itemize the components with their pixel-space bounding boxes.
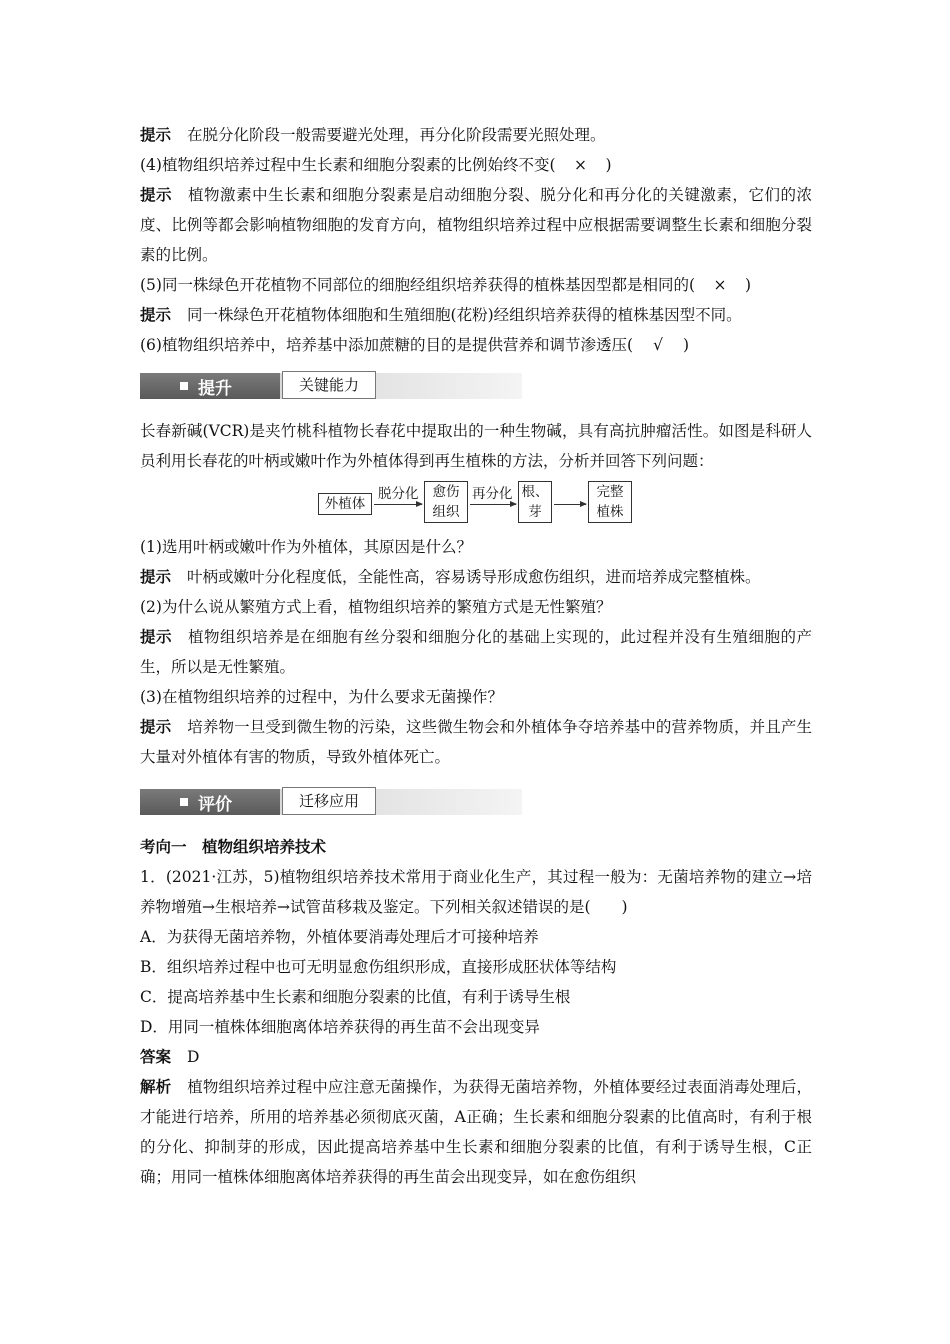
hint-label: 提示 bbox=[140, 126, 172, 144]
flow-node-root-bud bbox=[518, 481, 552, 523]
hint-text: 在脱分化阶段一般需要避光处理，再分化阶段需要光照处理。 bbox=[187, 126, 606, 144]
answer-label: 答案 bbox=[140, 1048, 172, 1066]
question-4-mark: × bbox=[574, 156, 588, 174]
hint-q4 bbox=[140, 180, 812, 270]
analysis-text: 植物组织培养过程中应注意无菌操作，为获得无菌培养物，外植体要经过表面消毒处理后，才能进行培养，所用的培养基必须彻底灭菌，A正确；生长素和细胞分裂素的比值高时，有利于根的分化、抑制芽的形成，因此提高培养基中生长素和细胞分裂素的比值，有利于诱导生根，C正确；用同一植株体细胞离体培养获得的再生苗会出现变异，如在愈伤组织 bbox=[140, 1078, 812, 1186]
question-5-mark: × bbox=[713, 276, 727, 294]
square-bullet-icon bbox=[180, 382, 188, 390]
hint-b3 bbox=[140, 712, 812, 772]
section-banner-evaluate bbox=[140, 784, 522, 820]
topic-heading: 考向一 植物组织培养技术 bbox=[140, 838, 327, 856]
flow-diagram bbox=[140, 478, 812, 528]
close-paren: ) bbox=[745, 276, 752, 294]
hint-p1 bbox=[140, 120, 812, 150]
banner-tag-bg bbox=[140, 789, 280, 815]
flow-arrow-1 bbox=[374, 504, 422, 505]
flow-node-root-bud-line2: 芽 bbox=[528, 504, 542, 520]
question-6-mark: √ bbox=[653, 336, 663, 354]
analysis-paragraph bbox=[140, 1072, 812, 1192]
banner-title: 关键能力 bbox=[282, 371, 376, 399]
flow-arrow-3 bbox=[554, 504, 586, 505]
hint-b2 bbox=[140, 622, 812, 682]
banner-title: 迁移应用 bbox=[282, 787, 376, 815]
question-6-text: (6)植物组织培养中，培养基中添加蔗糖的目的是提供营养和调节渗透压( bbox=[140, 336, 634, 354]
option-d: D．用同一植株体细胞离体培养获得的再生苗不会出现变异 bbox=[140, 1018, 540, 1036]
close-paren: ) bbox=[683, 336, 690, 354]
analysis-label: 解析 bbox=[140, 1078, 172, 1096]
hint-label: 提示 bbox=[140, 186, 173, 204]
option-a: A．为获得无菌培养物，外植体要消毒处理后才可接种培养 bbox=[140, 928, 539, 946]
question-5-text: (5)同一株绿色开花植物不同部位的细胞经组织培养获得的植株基因型都是相同的( bbox=[140, 276, 696, 294]
flow-node-explant: 外植体 bbox=[318, 493, 372, 515]
option-c: C．提高培养基中生长素和细胞分裂素的比值，有利于诱导生根 bbox=[140, 988, 571, 1006]
question-b2: (2)为什么说从繁殖方式上看，植物组织培养的繁殖方式是无性繁殖？ bbox=[140, 598, 612, 616]
option-b: B．组织培养过程中也可无明显愈伤组织形成，直接形成胚状体等结构 bbox=[140, 958, 617, 976]
section-banner-improve bbox=[140, 368, 522, 404]
question-4-text: (4)植物组织培养过程中生长素和细胞分裂素的比例始终不变( bbox=[140, 156, 556, 174]
flow-arrow-2 bbox=[470, 504, 516, 505]
hint-q5 bbox=[140, 300, 812, 330]
flow-node-callus-line2: 组织 bbox=[432, 504, 460, 520]
answer-row bbox=[140, 1042, 812, 1072]
flow-node-whole-plant-line1: 完整 bbox=[596, 484, 624, 500]
question-b3: (3)在植物组织培养的过程中，为什么要求无菌操作？ bbox=[140, 688, 503, 706]
flow-label-redifferentiation: 再分化 bbox=[472, 486, 513, 502]
hint-label: 提示 bbox=[140, 306, 172, 324]
question-stem: 1．(2021·江苏，5)植物组织培养技术常用于商业化生产，其过程一般为：无菌培养物的建立→培养物增殖→生根培养→试管苗移栽及鉴定。下列相关叙述错误的是( ) bbox=[140, 868, 812, 916]
hint-text: 同一株绿色开花植物体细胞和生殖细胞(花粉)经组织培养获得的植株基因型不同。 bbox=[187, 306, 742, 324]
hint-label: 提示 bbox=[140, 718, 172, 736]
intro-paragraph: 长春新碱(VCR)是夹竹桃科植物长春花中提取出的一种生物碱，具有高抗肿瘤活性。如图是科研人员利用长春花的叶柄或嫩叶作为外植体得到再生植株的方法，分析并回答下列问题： bbox=[140, 422, 812, 470]
banner-tag: 提升 bbox=[198, 379, 232, 399]
hint-label: 提示 bbox=[140, 628, 173, 646]
square-bullet-icon bbox=[180, 798, 188, 806]
banner-tag-bg bbox=[140, 373, 280, 399]
document-page bbox=[140, 120, 812, 1192]
close-paren: ) bbox=[605, 156, 612, 174]
question-5 bbox=[140, 270, 812, 300]
flow-node-callus bbox=[424, 481, 468, 523]
flow-label-dedifferentiation: 脱分化 bbox=[378, 486, 419, 502]
hint-text: 培养物一旦受到微生物的污染，这些微生物会和外植体争夺培养基中的营养物质，并且产生大量对外植体有害的物质，导致外植体死亡。 bbox=[140, 718, 812, 766]
flow-node-root-bud-line1: 根、 bbox=[521, 484, 549, 500]
banner-tag: 评价 bbox=[198, 795, 232, 815]
hint-b1 bbox=[140, 562, 812, 592]
flow-node-callus-line1: 愈伤 bbox=[432, 484, 460, 500]
question-4 bbox=[140, 150, 812, 180]
flow-node-whole-plant bbox=[588, 481, 632, 523]
question-6 bbox=[140, 330, 812, 360]
question-b1: (1)选用叶柄或嫩叶作为外植体，其原因是什么？ bbox=[140, 538, 472, 556]
hint-text: 植物组织培养是在细胞有丝分裂和细胞分化的基础上实现的，此过程并没有生殖细胞的产生，所以是无性繁殖。 bbox=[140, 628, 812, 676]
answer-value: D bbox=[187, 1048, 200, 1066]
hint-text: 植物激素中生长素和细胞分裂素是启动细胞分裂、脱分化和再分化的关键激素，它们的浓度、比例等都会影响植物细胞的发育方向，植物组织培养过程中应根据需要调整生长素和细胞分裂素的比例。 bbox=[140, 186, 812, 264]
hint-text: 叶柄或嫩叶分化程度低，全能性高，容易诱导形成愈伤组织，进而培养成完整植株。 bbox=[187, 568, 761, 586]
hint-label: 提示 bbox=[140, 568, 172, 586]
flow-node-whole-plant-line2: 植株 bbox=[596, 504, 624, 520]
